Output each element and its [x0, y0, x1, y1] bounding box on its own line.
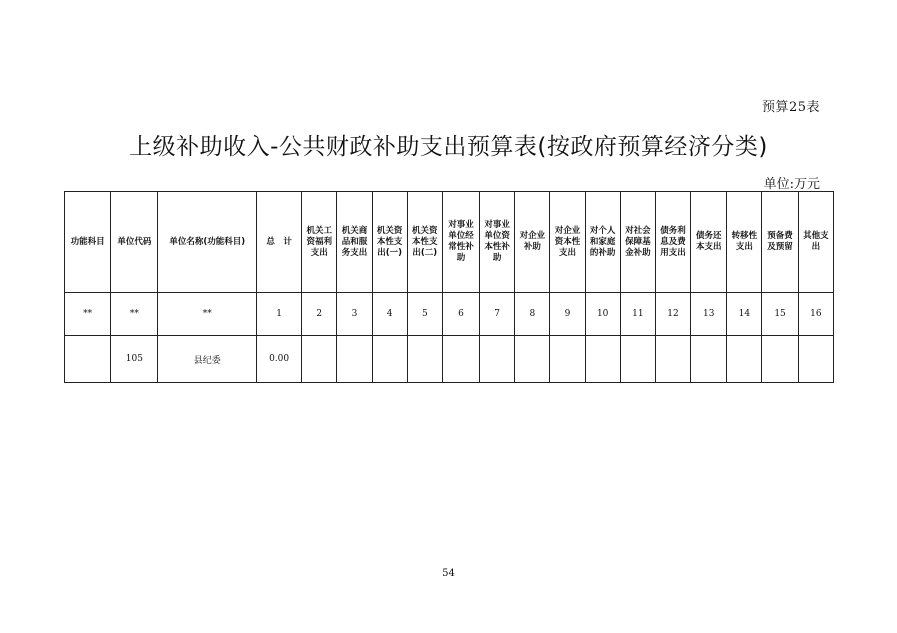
column-header: 对社会保障基金补助: [620, 192, 655, 293]
table-cell: **: [65, 293, 111, 336]
table-cell: [655, 336, 690, 383]
column-header: 对个人和家庭的补助: [585, 192, 620, 293]
table-cell: [762, 336, 798, 383]
table-row: [65, 336, 834, 383]
table-cell: **: [111, 293, 158, 336]
column-header: 单位名称(功能科目): [158, 192, 257, 293]
table-cell: 16: [798, 293, 833, 336]
column-header: 机关工资福利支出: [302, 192, 337, 293]
table-cell: [65, 336, 111, 383]
table-cell: 4: [372, 293, 407, 336]
table-cell: [302, 336, 337, 383]
table-cell: 11: [620, 293, 655, 336]
table-cell: 14: [727, 293, 762, 336]
column-header: 对企业资本性支出: [550, 192, 585, 293]
column-header: 其他支出: [798, 192, 833, 293]
table-cell: [337, 336, 372, 383]
column-header: 债务利息及费用支出: [655, 192, 690, 293]
table-cell: 10: [585, 293, 620, 336]
table-cell: [585, 336, 620, 383]
table-cell: [442, 336, 479, 383]
table-cell: [372, 336, 407, 383]
column-header: 对事业单位资本性补助: [480, 192, 515, 293]
column-header: 对企业补助: [515, 192, 550, 293]
table-cell: **: [158, 293, 257, 336]
column-header: 功能科目: [65, 192, 111, 293]
table-cell: [691, 336, 727, 383]
budget-table: [64, 191, 834, 383]
table-cell: [550, 336, 585, 383]
column-header: 机关资本性支出(二): [407, 192, 442, 293]
table-cell: 12: [655, 293, 690, 336]
header-row: [65, 192, 834, 293]
table-cell: 7: [480, 293, 515, 336]
table-cell: 0.00: [256, 336, 301, 383]
table-cell: 县纪委: [158, 336, 257, 383]
table-cell: 15: [762, 293, 798, 336]
table-cell: 2: [302, 293, 337, 336]
table-cell: [727, 336, 762, 383]
page-number: 54: [442, 568, 455, 579]
table-cell: [407, 336, 442, 383]
table-cell: 9: [550, 293, 585, 336]
table-cell: 6: [442, 293, 479, 336]
column-header: 对事业单位经常性补助: [442, 192, 479, 293]
column-header: 债务还本支出: [691, 192, 727, 293]
column-header: 转移性支出: [727, 192, 762, 293]
column-header: 预备费及预留: [762, 192, 798, 293]
page-title: 上级补助收入-公共财政补助支出预算表(按政府预算经济分类): [129, 134, 768, 160]
column-header: 机关商品和服务支出: [337, 192, 372, 293]
column-header: 单位代码: [111, 192, 158, 293]
table-cell: 8: [515, 293, 550, 336]
table-cell: 3: [337, 293, 372, 336]
column-header: 机关资本性支出(一): [372, 192, 407, 293]
table-cell: [798, 336, 833, 383]
table-cell: 1: [256, 293, 301, 336]
table-cell: 5: [407, 293, 442, 336]
table-cell: [480, 336, 515, 383]
column-header: 总 计: [256, 192, 301, 293]
index-row: [65, 293, 834, 336]
table-number: 预算25表: [761, 100, 820, 115]
unit-label: 单位:万元: [763, 177, 820, 192]
table-cell: 13: [691, 293, 727, 336]
table-cell: 105: [111, 336, 158, 383]
table-cell: [620, 336, 655, 383]
table-cell: [515, 336, 550, 383]
